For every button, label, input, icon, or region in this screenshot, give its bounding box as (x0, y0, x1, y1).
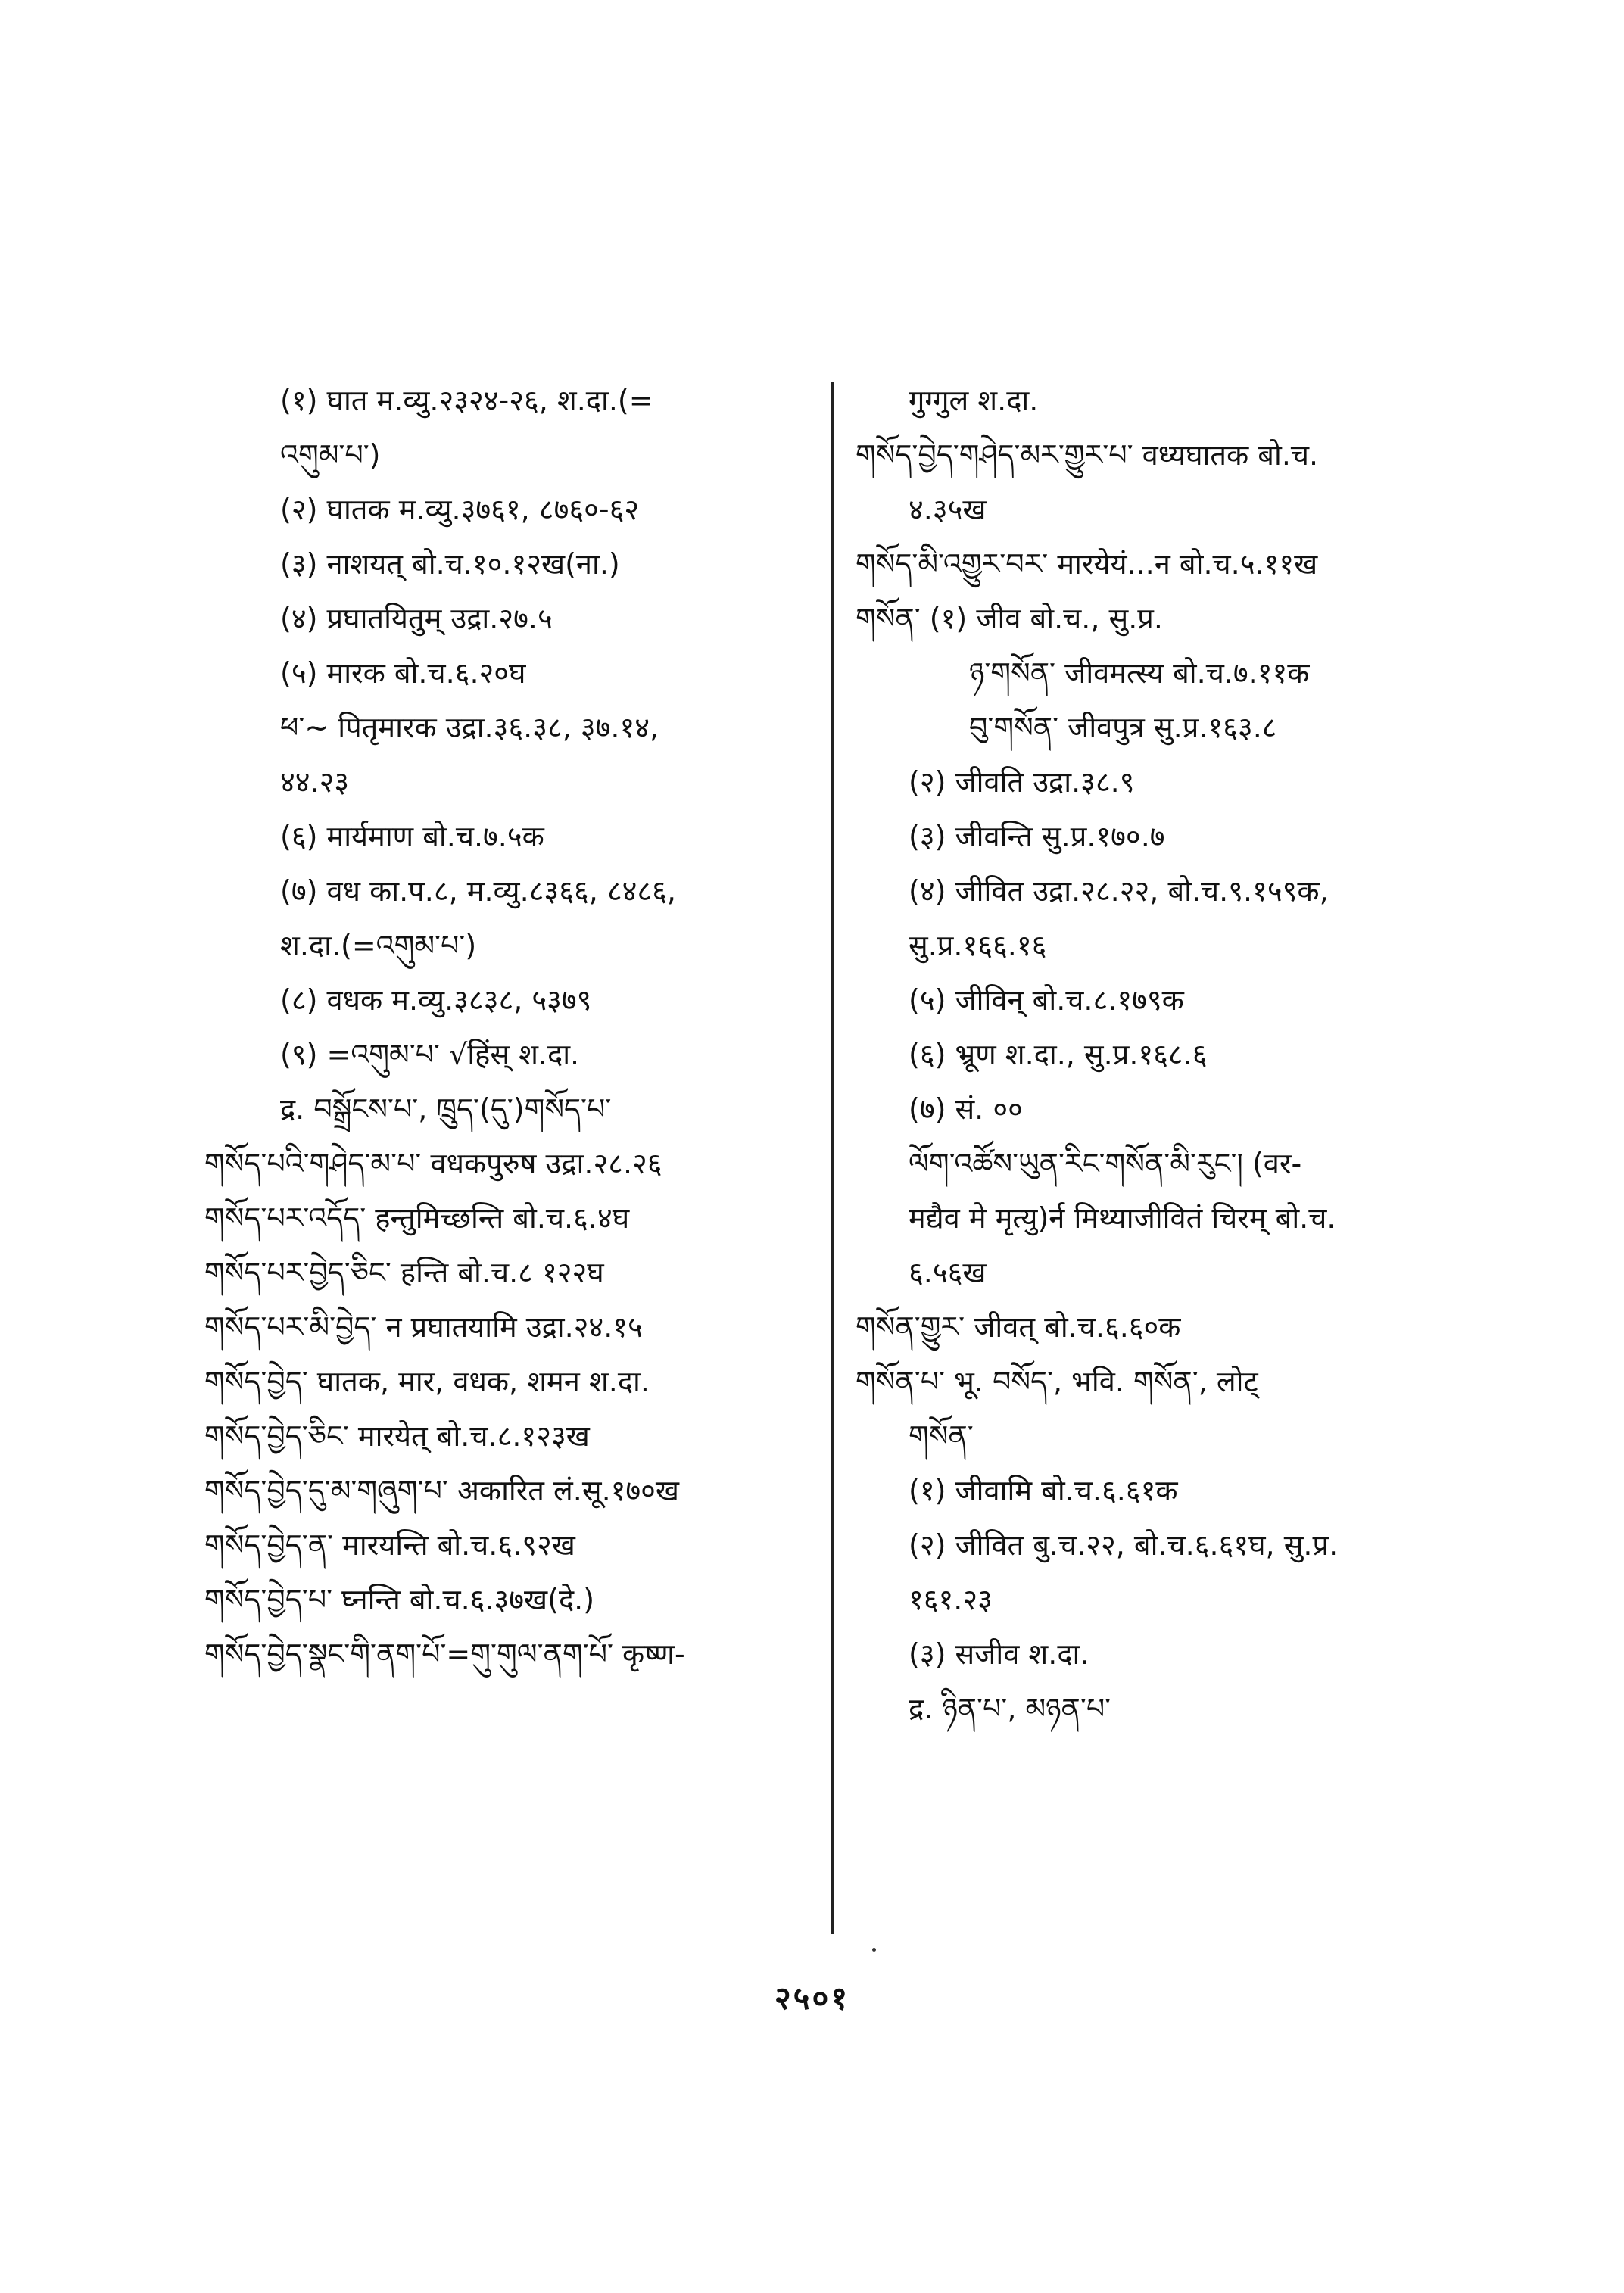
dictionary-sense-line: (३) नाशयत् बो.च.१०.१२ख(ना.) (280, 547, 620, 581)
dictionary-headword-line: གསོན་ (१) जीव बो.च., सु.प्र. (856, 602, 1163, 635)
dictionary-headword-line: གསོན་པ་ भू. བསོད་, भवि. གསོན་, लोट् (856, 1365, 1258, 1398)
dictionary-sense-line: (७) वध का.प.८, म.व्यु.८३६६, ८४८६, (280, 874, 676, 908)
dictionary-sense-line: (३) जीवन्ति सु.प्र.१७०.७ (909, 820, 1165, 853)
dictionary-sense-line: (६) भ्रूण श.दा., सु.प्र.१६८.६ (909, 1038, 1208, 1071)
stray-mark (872, 1948, 876, 1952)
right-column (856, 379, 1454, 1741)
dictionary-sense-line: (७) सं. ०० (909, 1092, 1023, 1126)
dictionary-headword-line: གསོད་པར་མི་བྱེད་ न प्रघातयामि उद्रा.२४.१५ (204, 1310, 643, 1344)
dictionary-sense-line: (२) जीवति उद्रा.३८.९ (909, 765, 1135, 799)
dictionary-sense-line: (४) प्रघातयितुम् उद्रा.२७.५ (280, 602, 553, 635)
dictionary-sense-line: (५) जीविन् बो.च.८.१७९क (909, 983, 1184, 1017)
dictionary-headword-line: གསོད་པར་འདོད་ हन्तुमिच्छन्ति बो.च.६.४घ (204, 1201, 630, 1235)
dictionary-sense-line: གསོན་ (909, 1419, 974, 1453)
dictionary-headword-line: གསོད་བྱེད་ན་ मारयन्ति बो.च.६.९२ख (204, 1528, 575, 1562)
dictionary-headword-line: གསོད་བྱེད་ཅིང་ मारयेत् बो.च.८.१२३ख (204, 1419, 590, 1453)
dictionary-headword-line: གསོད་བྱེད་ घातक, मार, वधक, शमन श.दा. (204, 1365, 650, 1398)
dictionary-sense-line: བུ་གསོན་ जीवपुत्र सु.प्र.१६३.८ (969, 711, 1277, 744)
dictionary-sense-line: (१) घात म.व्यु.२३२४-२६, श.दा.(= (280, 384, 653, 417)
dictionary-headword-line: གསོན་གྱུར་ जीवत् बो.च.६.६०क (856, 1310, 1181, 1344)
dictionary-sense-line: (१) जीवामि बो.च.६.६१क (909, 1474, 1178, 1507)
dictionary-sense-line: (२) घातक म.व्यु.३७६१, ८७६०-६२ (280, 493, 640, 526)
dictionary-sense-line: (९) =འགུམ་པ་ √हिंस् श.दा. (280, 1038, 580, 1071)
dictionary-sense-line: मद्यैव मे मृत्यु)र्न मिथ्याजीवितं चिरम् बो.च. (909, 1201, 1336, 1235)
dictionary-sense-line: (२) जीवित बु.च.२२, बो.च.६.६१घ, सु.प्र. (909, 1528, 1339, 1562)
dictionary-sense-line: गुग्गुल श.दा. (909, 384, 1039, 417)
dictionary-sense-line: (४) जीवित उद्रा.२८.२२, बो.च.९.१५९क, (909, 874, 1329, 908)
dictionary-sense-line: द्र. བསྒྲོངས་པ་, ཁྲུད་(དུ་)གསོད་པ་ (280, 1092, 612, 1126)
dictionary-headword-line: གསོད་བྱེད་པ་ घ्नन्ति बो.च.६.३७ख(दे.) (204, 1583, 595, 1616)
dictionary-sense-line: (६) मार्यमाण बो.च.७.५क (280, 820, 544, 853)
dictionary-headword-line: གསོད་བྱེད་གཤེད་མར་གྱུར་པ་ वध्यघातक बो.च. (856, 438, 1319, 472)
dictionary-sense-line: सु.प्र.१६६.१६ (909, 929, 1047, 962)
dictionary-sense-line: ལོག་འཚོས་ཡུན་རིང་གསོན་མི་རུང་། (वर- (909, 1147, 1302, 1180)
page-number: २५०१ (774, 1980, 850, 2017)
dictionary-sense-line: ४.३५ख (909, 493, 987, 526)
dictionary-headword-line: གསོད་པའི་གཤེད་མ་པ་ वधकपुरुष उद्रा.२८.२६ (204, 1147, 662, 1180)
dictionary-headword-line: གསོད་བྱེད་སྣང་གི་ནག་པོ་=གུ་གུལ་ནག་པོ་ कृष्ण- (204, 1637, 685, 1671)
dictionary-sense-line: (५) मारक बो.च.६.२०घ (280, 656, 526, 690)
dictionary-sense-line: (३) सजीव श.दा. (909, 1637, 1089, 1671)
dictionary-sense-line: ६.५६ख (909, 1256, 987, 1289)
column-divider (831, 382, 834, 1934)
dictionary-sense-line: ४४.२३ (280, 765, 350, 799)
dictionary-sense-line: श.दा.(=འགུམ་པ་) (280, 929, 477, 962)
dictionary-headword-line: གསོད་བྱེད་དུ་མ་གཞུག་པ་ अकारित लं.सू.१७०ख (204, 1474, 680, 1507)
left-column (204, 379, 825, 1687)
dictionary-sense-line: ཉ་གསོན་ जीवमत्स्य बो.च.७.११क (969, 656, 1310, 690)
dictionary-sense-line: (८) वधक म.व्यु.३८३८, ५३७९ (280, 983, 592, 1017)
dictionary-sense-line: འགུམ་པ་) (280, 438, 381, 472)
dictionary-headword-line: གསོད་པར་བྱེད་ཅིང་ हन्ति बो.च.८ १२२घ (204, 1256, 604, 1289)
dictionary-sense-line: द्र. ཉིན་པ་, མཉན་པ་ (909, 1692, 1111, 1725)
dictionary-sense-line: १६१.२३ (909, 1583, 993, 1616)
dictionary-headword-line: གསོད་མི་འགྱུར་བར་ मारयेयं...न बो.च.५.११ख (856, 547, 1318, 581)
dictionary-sense-line: ཕ་~ पितृमारक उद्रा.३६.३८, ३७.१४, (280, 711, 659, 744)
